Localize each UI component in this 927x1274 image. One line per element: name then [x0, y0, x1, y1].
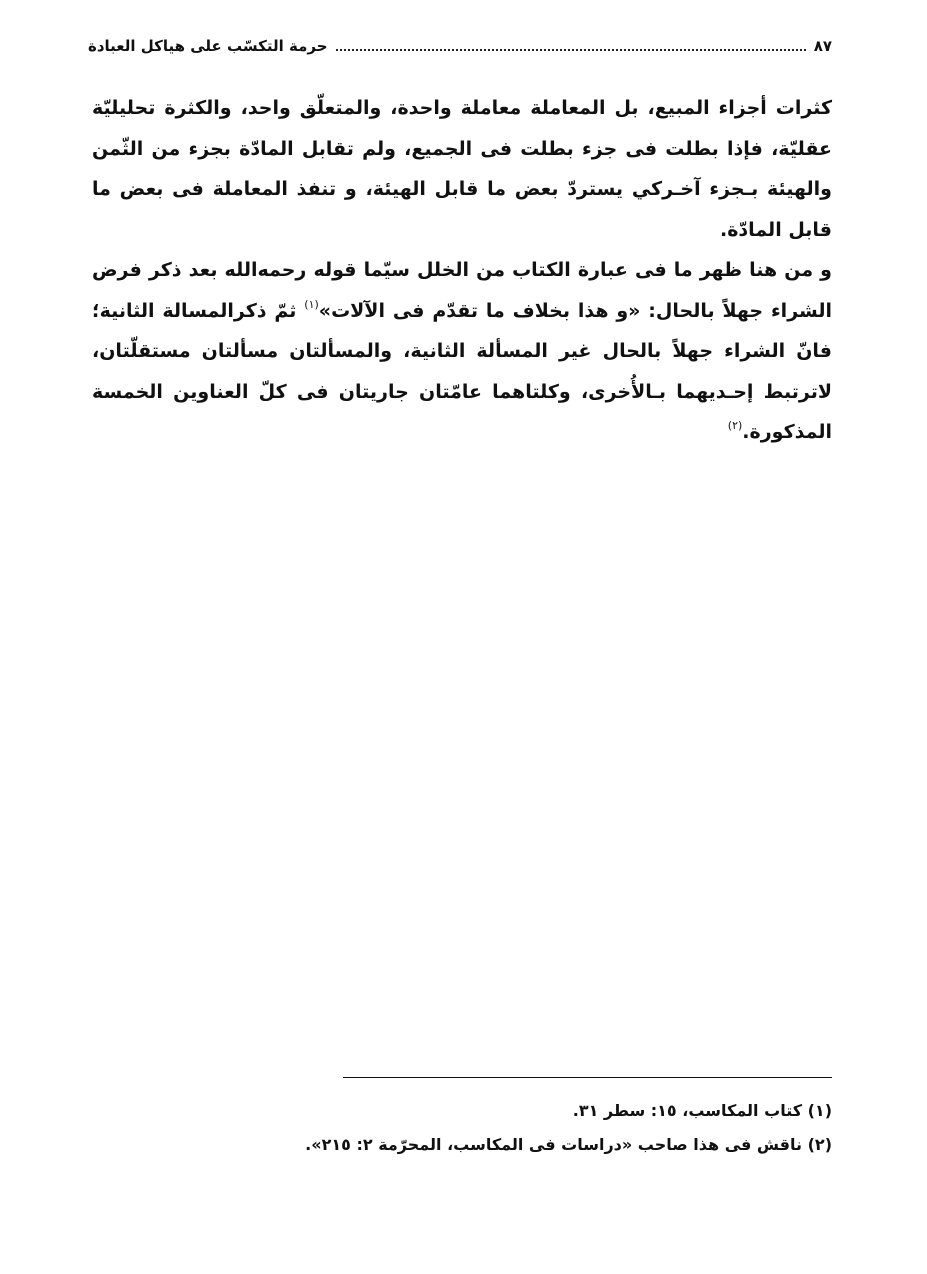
footnote-ref-1[interactable]: (١)	[304, 297, 319, 311]
paragraph-2	[92, 250, 832, 453]
main-text	[92, 88, 832, 453]
header-title: حرمة التكسّب على هياكل العبادة	[88, 37, 328, 55]
running-header	[88, 34, 832, 58]
page-number: ٨٧	[813, 37, 832, 55]
paragraph-1: كثرات أجزاء المبيع، بل المعاملة معاملة واحدة، والمتعلّق واحد، والكثرة تحليليّة عقليّة، فإذا بطلت فى جزء بطلت فى الجميع، ولم تقابل المادّة بجزء من الثّمن والهيئة بـجزء آخـركي يستردّ بعض ما قابل الهيئة، و تنفذ المعاملة فى بعض ما قابل المادّة.	[92, 97, 832, 241]
footnote-1: (١) كتاب المكاسب، ١٥: سطر ٣١.	[572, 1101, 832, 1120]
header-dot-leader	[336, 49, 806, 51]
footnote-separator	[343, 1077, 832, 1078]
paragraph-2-part-2: ثمّ ذكرالمسالة الثانية؛ فانّ الشراء جهلاً بالحال غير المسألة الثانية، والمسألتان مسألتان مستقلّتان، لاترتبط إحـديهما بـالأُخرى، وكلتاهما عامّتان جاريتان فى كلّ العناوين الخمسة المذكورة.	[92, 299, 832, 443]
paragraph-2-part-1: و من هنا ظهر ما فى عبارة الكتاب من الخلل سيّما قوله رحمه‌الله بعد ذكر فرض الشراء جهلاً بالحال: «و هذا بخلاف ما تقدّم فى الآلات»	[92, 259, 832, 322]
footnote-ref-2[interactable]: (٢)	[727, 419, 743, 432]
footnotes	[200, 1094, 832, 1162]
footnote-2: (٢) ناقش فى هذا صاحب «دراسات فى المكاسب، المحرّمة ٢: ٢١٥».	[305, 1135, 832, 1154]
